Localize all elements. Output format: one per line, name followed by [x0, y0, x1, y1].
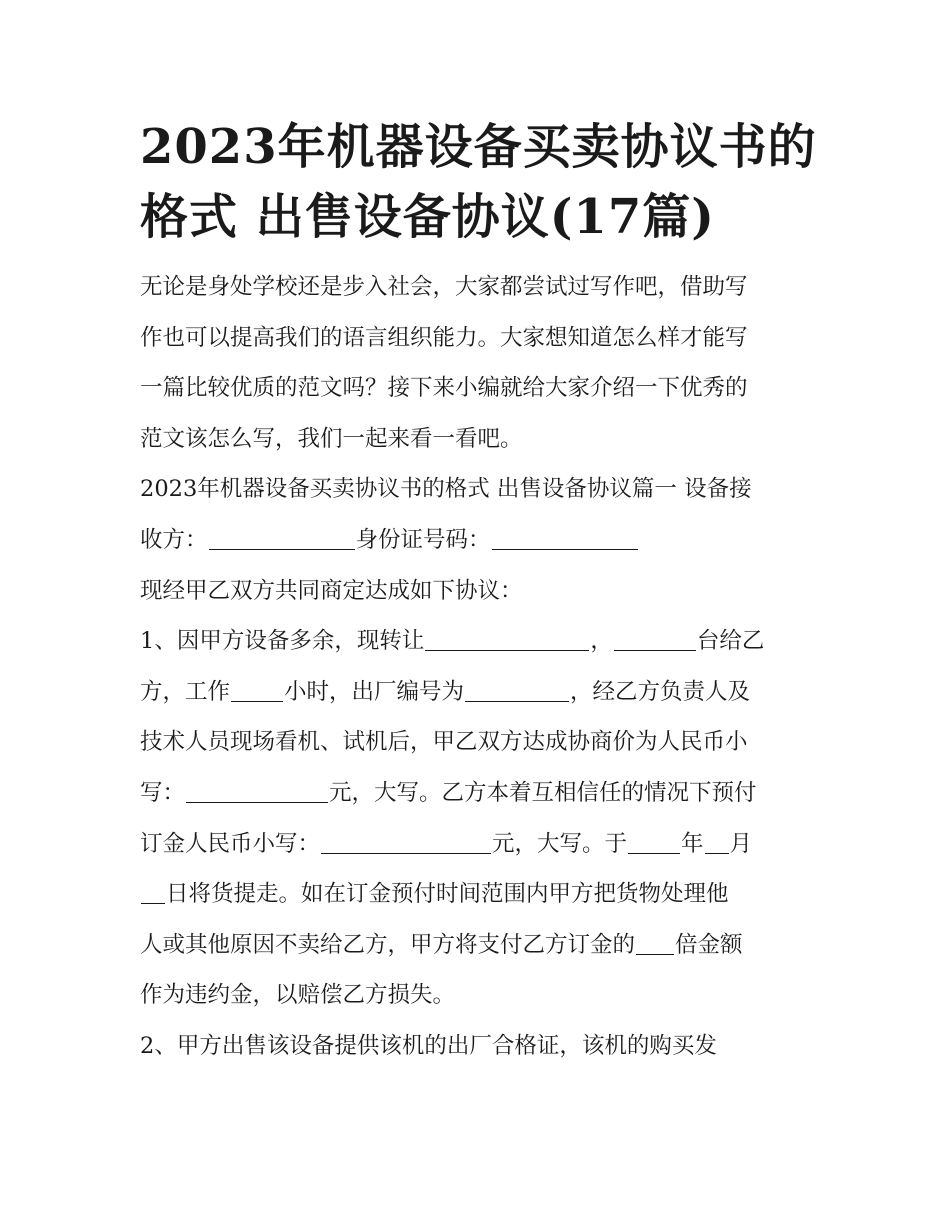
section-heading-paragraph — [140, 464, 812, 565]
id-number-blank — [492, 526, 638, 550]
receiver-name-blank — [209, 526, 355, 550]
agreement-intro-line: 现经甲乙双方共同商定达成如下协议： — [140, 577, 523, 604]
clause-text: 月 — [729, 830, 753, 857]
title-line-1: 2023年机器设备买卖协议书的 — [140, 119, 817, 175]
clause-1-line: 作为违约金，以赔偿乙方损失。 — [140, 982, 456, 1009]
year-blank — [628, 830, 680, 854]
clause-1-line — [140, 869, 812, 920]
multiplier-blank — [636, 931, 674, 955]
clause-1-line — [140, 667, 812, 718]
clause-1-line — [140, 920, 812, 971]
section-heading-line: 2023年机器设备买卖协议书的格式 出售设备协议篇一 设备接 — [140, 476, 752, 503]
clause-text: 台给乙 — [696, 628, 765, 655]
clause-text: 订金人民币小写： — [140, 830, 321, 857]
clause-text: 日将货提走。如在订金预付时间范围内甲方把货物处理他 — [166, 881, 729, 908]
clause-text: ， — [590, 628, 613, 655]
serial-number-blank — [465, 678, 569, 702]
clause-text: 人或其他原因不卖给乙方，甲方将支付乙方订金的 — [140, 931, 636, 958]
quantity-blank — [614, 628, 696, 652]
intro-line: 范文该怎么写，我们一起来看一看吧。 — [140, 425, 523, 452]
clause-text: 1、因甲方设备多余，现转让 — [140, 628, 425, 655]
receiver-line — [140, 515, 812, 566]
clause-text: 年 — [681, 830, 704, 857]
price-blank — [186, 779, 328, 803]
clause-1 — [140, 616, 812, 1021]
equipment-name-blank — [425, 628, 589, 652]
document-title — [140, 112, 817, 252]
clause-text: 写： — [140, 779, 186, 806]
clause-text: 元，大写。乙方本着互相信任的情况下预付 — [329, 779, 757, 806]
intro-line: 作也可以提高我们的语言组织能力。大家想知道怎么样才能写 — [140, 324, 748, 351]
clause-1-line: 技术人员现场看机、试机后，甲乙双方达成协商价为人民币小 — [140, 729, 748, 756]
id-number-label: 身份证号码： — [355, 526, 491, 553]
clause-2 — [140, 1021, 812, 1072]
clause-text: ，经乙方负责人及 — [570, 678, 751, 705]
deposit-blank — [321, 830, 491, 854]
clause-1-line — [140, 616, 812, 667]
clause-1-line — [140, 768, 812, 819]
month-blank — [705, 830, 729, 854]
intro-paragraph — [140, 262, 812, 464]
clause-2-line: 2、甲方出售该设备提供该机的出厂合格证，该机的购买发 — [140, 1032, 717, 1059]
clause-1-line — [140, 819, 812, 870]
clause-text: 方，工作 — [140, 678, 231, 705]
receiver-label: 收方： — [140, 526, 208, 553]
document-page — [140, 112, 817, 1072]
agreement-intro — [140, 566, 812, 617]
clause-text: 小时，出厂编号为 — [284, 678, 465, 705]
day-blank — [141, 881, 165, 905]
clause-text: 元，大写。于 — [492, 830, 628, 857]
clause-text: 倍金额 — [675, 931, 743, 958]
work-hours-blank — [231, 678, 283, 702]
title-line-2: 格式 出售设备协议(17篇) — [140, 189, 715, 245]
intro-line: 无论是身处学校还是步入社会，大家都尝试过写作吧，借助写 — [140, 274, 748, 300]
intro-line: 一篇比较优质的范文吗？接下来小编就给大家介绍一下优秀的 — [140, 375, 748, 402]
